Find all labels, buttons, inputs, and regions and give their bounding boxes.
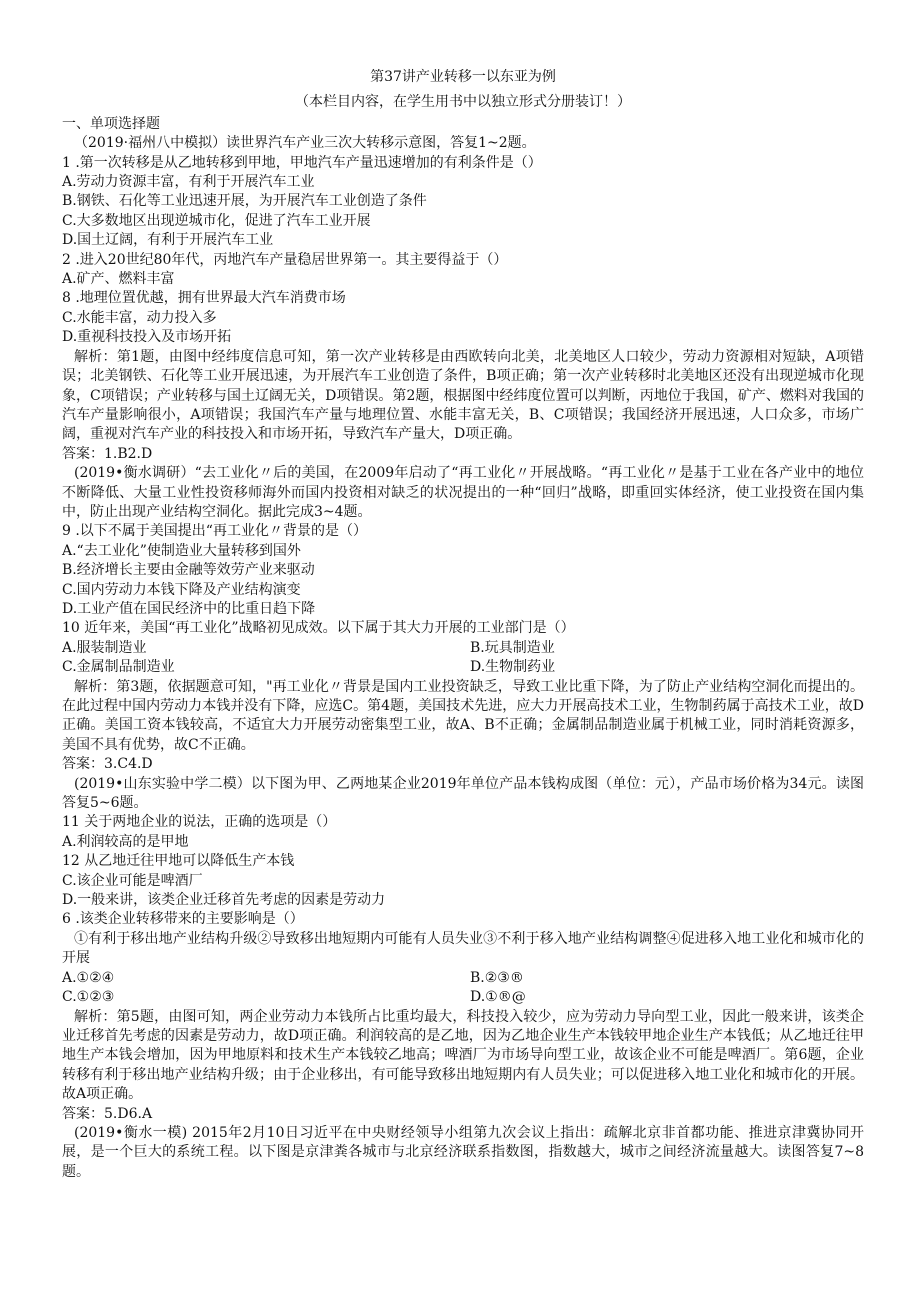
q6-option-a: A.①②④ — [62, 969, 115, 986]
group1-intro: （2019·福州八中模拟）读世界汽车产业三次大转移示意图，答复1~2题。 — [74, 135, 536, 152]
q2-stem: 2 .进入20世纪80年代，丙地汽车产量稳居世界第一。其主要得益于（） — [62, 251, 508, 268]
group1-answer: 答案：1.B2.D — [62, 445, 153, 462]
q3-option-c: C.国内劳动力本钱下降及产业结构演变 — [62, 581, 301, 598]
q6-options-row-2 — [62, 988, 864, 1007]
q2-option-d: D.重视科技投入及市场开拓 — [62, 329, 232, 346]
q4-options-row-2 — [62, 658, 864, 677]
q6-options-row-1 — [62, 969, 864, 988]
q6-stem: 6 .该类企业转移带来的主要影响是（） — [62, 911, 304, 928]
q5-option-c: C.该企业可能是啤酒厂 — [62, 872, 203, 889]
q2-option-b: 8 .地理位置优越，拥有世界最大汽车消费市场 — [62, 290, 346, 307]
page-title: 第37讲产业转移一以东亚为例 — [370, 69, 556, 85]
q5-option-b: 12 从乙地迁往甲地可以降低生产本钱 — [62, 853, 295, 870]
q4-option-a: A.服装制造业 — [62, 639, 147, 656]
q4-options-row-1 — [62, 639, 864, 658]
q6-option-b: B.②③® — [470, 969, 524, 986]
q2-option-c: C.水能丰富，动力投入多 — [62, 309, 217, 326]
q5-stem: 11 关于两地企业的说法，正确的选项是（） — [62, 814, 337, 831]
group3-analysis: 解析：第5题，由图可知，两企业劳动力本钱所占比重均最大，科技投入较少，应为劳动力导向型工业，因此一般来讲，该类企业迁移首先考虑的因素是劳动力，故D项正确。利润较高的是乙地，因为乙地企业生产本钱较甲地企业生产本钱低；从乙地迁往甲地生产本钱会增加，因为甲地原料和技术生产本钱较乙地高；啤酒厂为市场导向型工业，故该企业不可能是啤酒厂。第6题，企业转移有利于移出地产业结构升级；由于企业移出，有可能导致移出地短期内有人员失业；可以促进移入地工业化和城市化的开展。故A项正确。 — [62, 1008, 864, 1103]
q1-option-c: C.大多数地区出现逆城市化，促进了汽车工业开展 — [62, 212, 371, 229]
group2-intro: (2019•衡水调研）“去工业化〃后的美国，在2009年启动了“再工业化〃开展战略。“再工业化〃是基于工业在各产业中的地位不断降低、大量工业性投资移师海外而国内投资相对缺乏的状况提出的一种“回归”战略，即重回实体经济，使工业投资在国内集中，防止出现产业结构空洞化。据此完成3~4题。 — [62, 465, 864, 520]
q4-stem: 10 近年来，美国“再工业化”战略初见成效。以下属于其大力开展的工业部门是（） — [62, 620, 575, 637]
page-subtitle: （本栏目内容，在学生用书中以独立形式分册装订！） — [295, 94, 631, 111]
section-heading: 一、单项选择题 — [62, 115, 160, 132]
q5-option-a: A.利润较高的是甲地 — [62, 833, 189, 850]
q6-option-c: C.①②③ — [62, 989, 115, 1006]
q2-option-a: A.矿产、燃料丰富 — [62, 271, 175, 288]
q3-option-a: A.“去工业化”使制造业大量转移到国外 — [62, 542, 301, 559]
q3-option-d: D.工业产值在国民经济中的比重日趋下降 — [62, 600, 316, 617]
group2-answer: 答案：3.C4.D — [62, 756, 153, 773]
group3-intro: (2019•山东实验中学二模）以下图为甲、乙两地某企业2019年单位产品本钱构成图（单位：元），产品市场价格为34元。读图答复5~6题。 — [62, 775, 864, 812]
q5-option-d: D.一般来讲，该类企业迁移首先考虑的因素是劳动力 — [62, 892, 386, 909]
q1-option-d: D.国土辽阔，有利于开展汽车工业 — [62, 232, 274, 249]
q4-option-c: C.金属制品制造业 — [62, 659, 175, 676]
q3-option-b: B.经济增长主要由金融等效劳产业来驱动 — [62, 562, 315, 579]
q1-option-b: B.钢铁、石化等工业迅速开展，为开展汽车工业创造了条件 — [62, 193, 427, 210]
q1-stem: 1 .第一次转移是从乙地转移到甲地，甲地汽车产量迅速增加的有利条件是（） — [62, 154, 542, 171]
group3-answer: 答案：5.D6.A — [62, 1105, 153, 1122]
group1-analysis: 解析：第1题，由图中经纬度信息可知，第一次产业转移是由西欧转向北美，北美地区人口较少，劳动力资源相对短缺，A项错误；北美钢铁、石化等工业开展迅速，为开展汽车工业创造了条件，B项正确；第一次产业转移时北美地区还没有出现逆城市化现象，C项错误；产业转移与国土辽阔无关，D项错误。第2题，根据图中经纬度位置可以判断，丙地位于我国，矿产、燃料对我国的汽车产量影响很小，A项错误；我国汽车产量与地理位置、水能丰富无关，B、C项错误；我国经济开展迅速，人口众多，市场广阔，重视对汽车产业的科技投入和市场开拓，导致汽车产量大，D项正确。 — [62, 348, 864, 443]
q1-option-a: A.劳动力资源丰富，有利于开展汽车工业 — [62, 174, 315, 191]
group2-analysis: 解析：第3题，依据题意可知，"再工业化〃背景是国内工业投资缺乏，导致工业比重下降，为了防止产业结构空洞化而提出的。在此过程中国内劳动力本钱并没有下降，应选C。第4题，美国技术先进，应大力开展高技术工业，生物制药属于高技术工业，故D正确。美国工资本钱较高，不适宜大力开展劳动密集型工业，故A、B不正确；金属制品制造业属于机械工业，同时消耗资源多，美国不具有优势，故C不正确。 — [62, 678, 864, 753]
group4-intro: (2019•衡水一模) 2015年2月10日习近平在中央财经领导小组第九次会议上指出：疏解北京非首都功能、推进京津冀协同开展，是一个巨大的系统工程。以下图是京津粪各城市与北京经济联系指数图，指数越大，城市之间经济流量越大。读图答复7~8题。 — [62, 1124, 864, 1180]
q4-option-b: B.玩具制造业 — [470, 639, 555, 656]
q3-stem: 9 .以下不属于美国提出“再工业化〃背景的是（） — [62, 523, 367, 540]
q6-option-d: D.①®@ — [470, 989, 526, 1006]
q4-option-d: D.生物制药业 — [470, 659, 556, 676]
q6-items: ①有利于移出地产业结构升级②导致移出地短期内可能有人员失业③不利于移入地产业结构调整④促进移入地工业化和城市化的开展 — [62, 930, 864, 967]
